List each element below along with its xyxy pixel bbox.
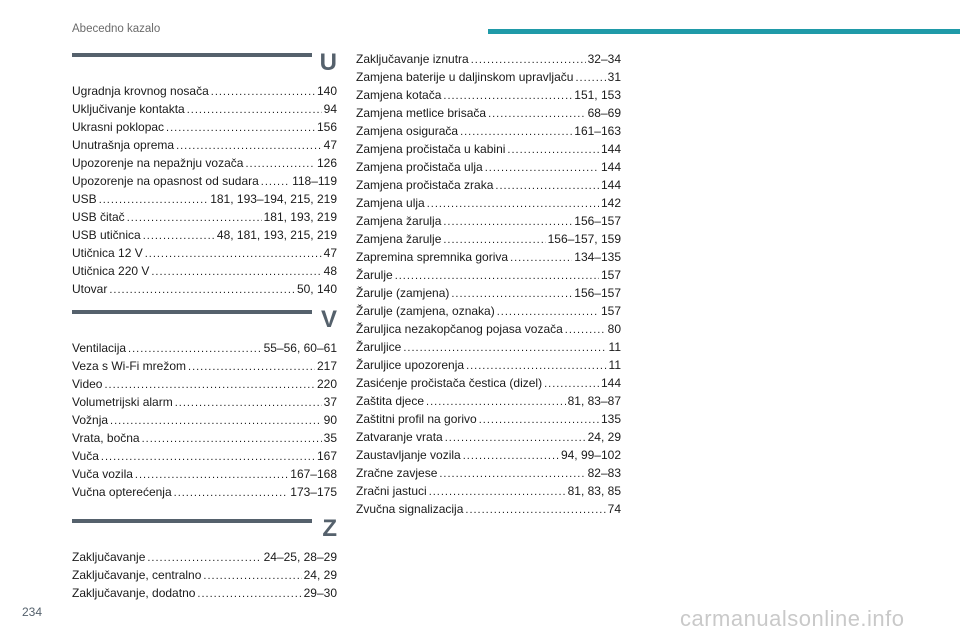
index-right-column <box>356 50 621 518</box>
entry-term: Zračne zavjese <box>356 466 438 480</box>
entry-pages: 47 <box>323 246 337 260</box>
index-entry <box>72 244 337 262</box>
index-entry <box>72 154 337 172</box>
index-entry <box>356 68 621 86</box>
index-entry <box>356 356 621 374</box>
entry-term: Zamjena osigurača <box>356 124 459 138</box>
entry-term: Zaključavanje, centralno <box>72 568 202 582</box>
dot-leader <box>451 285 572 303</box>
index-entry <box>72 357 337 375</box>
entry-term: Upozorenje na opasnost od sudara <box>72 174 259 188</box>
entry-term: Ugradnja krovnog nosača <box>72 84 209 98</box>
dot-leader <box>261 173 290 191</box>
entry-pages: 94, 99–102 <box>560 448 621 462</box>
section-divider <box>72 310 312 314</box>
entry-pages: 144 <box>600 160 621 174</box>
entry-term: Uključivanje kontakta <box>72 102 185 116</box>
dot-leader <box>429 483 566 501</box>
dot-leader <box>488 105 586 123</box>
entry-term: Zaključavanje, dodatno <box>72 586 196 600</box>
entry-pages: 29–30 <box>303 586 337 600</box>
index-entry <box>356 104 621 122</box>
index-entry <box>72 375 337 393</box>
dot-leader <box>135 466 288 484</box>
index-entry <box>356 320 621 338</box>
index-entry <box>72 339 337 357</box>
entry-pages: 126 <box>316 156 337 170</box>
entry-pages: 24–25, 28–29 <box>263 550 337 564</box>
entry-term: Zamjena metlice brisača <box>356 106 487 120</box>
index-entry <box>72 226 337 244</box>
dot-leader <box>175 394 322 412</box>
entry-pages: 24, 29 <box>587 430 621 444</box>
entry-pages: 50, 140 <box>296 282 337 296</box>
dot-leader <box>565 321 606 339</box>
entry-term: USB utičnica <box>72 228 141 242</box>
entry-pages: 118–119 <box>292 174 337 188</box>
entry-term: Zaštita djece <box>356 394 425 408</box>
entry-term: Zamjena ulja <box>356 196 425 210</box>
index-entry <box>72 136 337 154</box>
entry-term: Zatvaranje vrata <box>356 430 443 444</box>
entry-pages: 74 <box>607 502 621 516</box>
entry-pages: 181, 193, 219 <box>263 210 337 224</box>
dot-leader <box>143 227 215 245</box>
entry-term: USB <box>72 192 97 206</box>
entry-term: Zvučna signalizacija <box>356 502 464 516</box>
entry-term: Vrata, bočna <box>72 431 140 445</box>
section-header <box>72 307 337 333</box>
entry-pages: 81, 83–87 <box>567 394 621 408</box>
entry-term: Zasićenje pročistača čestica (dizel) <box>356 376 543 390</box>
section-letter: U <box>319 49 337 76</box>
dot-leader <box>403 339 606 357</box>
dot-leader <box>426 393 566 411</box>
index-entry <box>356 410 621 428</box>
dot-leader <box>245 155 315 173</box>
dot-leader <box>443 231 545 249</box>
page-number: 234 <box>22 605 43 619</box>
entry-term: Utovar <box>72 282 108 296</box>
section-divider <box>72 519 312 523</box>
section-entries <box>72 82 337 298</box>
index-entry <box>356 212 621 230</box>
dot-leader <box>471 51 586 69</box>
dot-leader <box>395 267 599 285</box>
index-entry <box>356 194 621 212</box>
index-entry <box>356 248 621 266</box>
entry-pages: 94 <box>323 102 337 116</box>
dot-leader <box>495 177 599 195</box>
entry-term: Žaruljica nezakopčanog pojasa vozača <box>356 322 563 336</box>
dot-leader <box>544 375 599 393</box>
dot-leader <box>485 159 599 177</box>
dot-leader <box>142 430 322 448</box>
dot-leader <box>174 484 289 502</box>
dot-leader <box>443 87 572 105</box>
entry-pages: 134–135 <box>574 250 621 264</box>
index-entry <box>356 482 621 500</box>
dot-leader <box>479 411 599 429</box>
index-entry <box>356 86 621 104</box>
entry-pages: 35 <box>323 431 337 445</box>
dot-leader <box>463 447 559 465</box>
index-entry <box>72 411 337 429</box>
index-entry <box>72 82 337 100</box>
index-entry <box>72 566 337 584</box>
entry-term: Utičnica 12 V <box>72 246 143 260</box>
entry-pages: 135 <box>600 412 621 426</box>
index-entry <box>356 446 621 464</box>
index-entry <box>72 584 337 602</box>
entry-pages: 161–163 <box>574 124 621 138</box>
dot-leader <box>104 376 314 394</box>
dot-leader <box>127 209 262 227</box>
entry-term: Video <box>72 377 103 391</box>
entry-pages: 157 <box>600 304 621 318</box>
section-letter: Z <box>322 515 337 542</box>
entry-pages: 24, 29 <box>303 568 337 582</box>
index-entry <box>72 548 337 566</box>
dot-leader <box>147 549 261 567</box>
entry-term: Ventilacija <box>72 341 127 355</box>
dot-leader <box>99 191 209 209</box>
entry-term: USB čitač <box>72 210 125 224</box>
watermark: carmanualsonline.info <box>680 606 905 631</box>
entry-term: Vuča <box>72 449 99 463</box>
dot-leader <box>211 83 315 101</box>
entry-term: Ukrasni poklopac <box>72 120 165 134</box>
entry-pages: 167–168 <box>290 467 337 481</box>
index-section-u <box>72 50 337 298</box>
entry-term: Zaključavanje iznutra <box>356 52 469 66</box>
dot-leader <box>197 585 301 603</box>
entry-pages: 80 <box>607 322 621 336</box>
entry-term: Žarulje <box>356 268 393 282</box>
dot-leader <box>575 69 605 87</box>
dot-leader <box>110 412 322 430</box>
dot-leader <box>176 137 322 155</box>
index-entry <box>356 122 621 140</box>
entry-pages: 81, 83, 85 <box>567 484 621 498</box>
entry-pages: 11 <box>608 340 621 354</box>
entry-term: Zamjena pročistača ulja <box>356 160 483 174</box>
entry-term: Zamjena baterije u daljinskom upravljaču <box>356 70 574 84</box>
entry-term: Zamjena kotača <box>356 88 442 102</box>
dot-leader <box>439 465 585 483</box>
entry-pages: 151, 153 <box>574 88 621 102</box>
index-entry <box>356 50 621 68</box>
entry-term: Žaruljice <box>356 340 402 354</box>
entry-term: Vožnja <box>72 413 109 427</box>
index-entry <box>72 118 337 136</box>
entry-pages: 144 <box>600 142 621 156</box>
index-entry <box>72 429 337 447</box>
dot-leader <box>203 567 301 585</box>
dot-leader <box>188 358 315 376</box>
index-entry <box>356 158 621 176</box>
dot-leader <box>128 340 262 358</box>
entry-term: Zamjena pročistača u kabini <box>356 142 506 156</box>
entry-term: Zaključavanje <box>72 550 146 564</box>
section-divider <box>72 53 312 57</box>
entry-pages: 31 <box>607 70 621 84</box>
entry-pages: 144 <box>600 376 621 390</box>
entry-pages: 173–175 <box>290 485 337 499</box>
entry-term: Volumetrijski alarm <box>72 395 173 409</box>
index-entry <box>356 338 621 356</box>
entry-pages: 48 <box>323 264 337 278</box>
entry-term: Zaustavljanje vozila <box>356 448 461 462</box>
entry-pages: 144 <box>600 178 621 192</box>
entry-pages: 181, 193–194, 215, 219 <box>210 192 337 206</box>
entry-term: Zaštitni profil na gorivo <box>356 412 477 426</box>
entry-pages: 47 <box>323 138 337 152</box>
entry-term: Zračni jastuci <box>356 484 427 498</box>
entry-pages: 156 <box>316 120 337 134</box>
index-entry <box>356 176 621 194</box>
entry-term: Zamjena žarulje <box>356 232 442 246</box>
index-entry <box>72 393 337 411</box>
dot-leader <box>510 249 572 267</box>
dot-leader <box>166 119 315 137</box>
entry-pages: 11 <box>608 358 621 372</box>
entry-pages: 90 <box>323 413 337 427</box>
index-entry <box>72 262 337 280</box>
index-entry <box>72 483 337 501</box>
dot-leader <box>466 357 606 375</box>
entry-pages: 220 <box>316 377 337 391</box>
dot-leader <box>445 429 586 447</box>
index-entry <box>72 100 337 118</box>
dot-leader <box>427 195 599 213</box>
entry-term: Unutrašnja oprema <box>72 138 175 152</box>
right-column-entries <box>356 50 621 518</box>
entry-term: Žarulje (zamjena) <box>356 286 450 300</box>
index-entry <box>356 266 621 284</box>
entry-pages: 157 <box>600 268 621 282</box>
index-entry <box>72 208 337 226</box>
index-entry <box>72 447 337 465</box>
entry-term: Žarulje (zamjena, oznaka) <box>356 304 495 318</box>
index-section-z <box>72 516 337 602</box>
entry-pages: 140 <box>316 84 337 98</box>
dot-leader <box>460 123 572 141</box>
header-title: Abecedno kazalo <box>72 23 161 35</box>
entry-pages: 68–69 <box>587 106 621 120</box>
dot-leader <box>145 245 322 263</box>
entry-term: Zamjena pročistača zraka <box>356 178 494 192</box>
index-entry <box>356 392 621 410</box>
entry-pages: 32–34 <box>587 52 621 66</box>
index-entry <box>356 302 621 320</box>
entry-pages: 142 <box>600 196 621 210</box>
entry-term: Veza s Wi-Fi mrežom <box>72 359 187 373</box>
index-entry <box>72 172 337 190</box>
section-header <box>72 516 337 542</box>
dot-leader <box>101 448 315 466</box>
dot-leader <box>109 281 295 299</box>
section-header <box>72 50 337 76</box>
entry-term: Upozorenje na nepažnju vozača <box>72 156 244 170</box>
entry-pages: 167 <box>316 449 337 463</box>
entry-term: Žaruljice upozorenja <box>356 358 465 372</box>
section-entries <box>72 339 337 501</box>
index-entry <box>356 428 621 446</box>
dot-leader <box>465 501 605 519</box>
entry-pages: 55–56, 60–61 <box>263 341 337 355</box>
dot-leader <box>507 141 599 159</box>
entry-term: Zapremina spremnika goriva <box>356 250 509 264</box>
index-entry <box>72 465 337 483</box>
header-accent-bar <box>488 29 960 34</box>
index-entry <box>356 374 621 392</box>
entry-term: Zamjena žarulja <box>356 214 442 228</box>
dot-leader <box>497 303 599 321</box>
entry-pages: 37 <box>323 395 337 409</box>
entry-pages: 217 <box>316 359 337 373</box>
entry-term: Vuča vozila <box>72 467 133 481</box>
entry-term: Utičnica 220 V <box>72 264 150 278</box>
index-entry <box>356 464 621 482</box>
dot-leader <box>151 263 321 281</box>
index-entry <box>356 284 621 302</box>
section-letter: V <box>320 306 337 333</box>
entry-pages: 48, 181, 193, 215, 219 <box>216 228 337 242</box>
dot-leader <box>187 101 322 119</box>
index-section-v <box>72 307 337 501</box>
dot-leader <box>443 213 572 231</box>
entry-pages: 156–157 <box>574 214 621 228</box>
entry-term: Vučna opterećenja <box>72 485 172 499</box>
entry-pages: 156–157, 159 <box>547 232 621 246</box>
index-entry <box>72 280 337 298</box>
index-entry <box>356 140 621 158</box>
index-entry <box>356 230 621 248</box>
entry-pages: 82–83 <box>587 466 621 480</box>
section-entries <box>72 548 337 602</box>
index-entry <box>72 190 337 208</box>
entry-pages: 156–157 <box>574 286 621 300</box>
index-entry <box>356 500 621 518</box>
